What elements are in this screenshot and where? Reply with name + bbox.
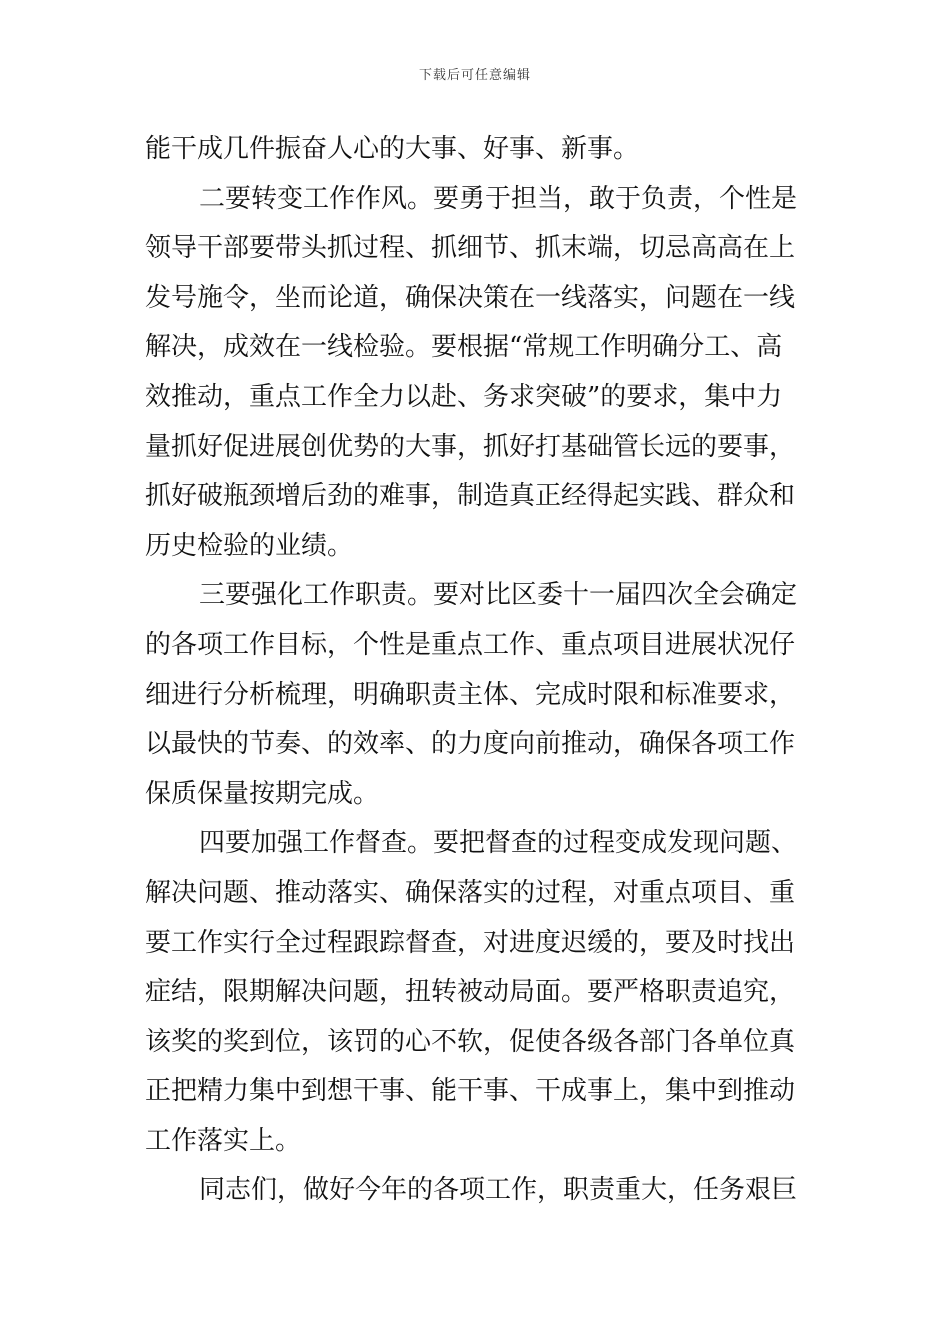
text-line: 解决，成效在一线检验。要根据“常规工作明确分工、高 [145,332,783,363]
text-line: 该奖的奖到位，该罚的心不软，促使各级各部门各单位真 [145,1026,796,1057]
text-line: 解决问题、推动落实、确保落实的过程，对重点项目、重 [145,877,796,908]
text-line: 能干成几件振奋人心的大事、好事、新事。 [145,134,640,164]
paragraph-start-line: 四要加强工作督查。要把督查的过程变成发现问题、 [199,828,798,859]
text-line: 量抓好促进展创优势的大事，抓好打基础管长远的要事， [145,431,796,462]
text-line: 效推动，重点工作全力以赴、务求突破”的要求，集中力 [145,381,783,412]
paragraph-start-line: 三要强化工作职责。要对比区委十一届四次全会确定 [199,580,798,611]
paragraph-start-line: 二要转变工作作风。要勇于担当，敢于负责，个性是 [199,183,798,214]
text-line: 领导干部要带头抓过程、抓细节、抓末端，切忌高高在上 [145,233,796,264]
text-line: 要工作实行全过程跟踪督查，对进度迟缓的，要及时找出 [145,927,796,958]
text-line: 症结，限期解决问题，扭转被动局面。要严格职责追究， [145,977,796,1008]
text-line: 的各项工作目标，个性是重点工作、重点项目进展状况仔 [145,629,796,660]
text-line: 以最快的节奏、的效率、的力度向前推动，确保各项工作 [145,729,796,760]
text-line: 保质保量按期完成。 [145,778,380,809]
text-line: 历史检验的业绩。 [145,530,354,561]
text-line: 抓好破瓶颈增后劲的难事，制造真正经得起实践、群众和 [145,481,796,512]
page-header: 下载后可任意编辑 [418,68,531,83]
text-line: 细进行分析梳理，明确职责主体、完成时限和标准要求， [145,679,796,710]
document-body [145,125,810,1216]
paragraph-start-line: 同志们，做好今年的各项工作，职责重大，任务艰巨 [199,1175,798,1206]
text-line: 工作落实上。 [145,1125,302,1156]
text-line: 发号施令，坐而论道，确保决策在一线落实，问题在一线 [145,282,796,313]
text-line: 正把精力集中到想干事、能干事、干成事上，集中到推动 [145,1076,796,1107]
